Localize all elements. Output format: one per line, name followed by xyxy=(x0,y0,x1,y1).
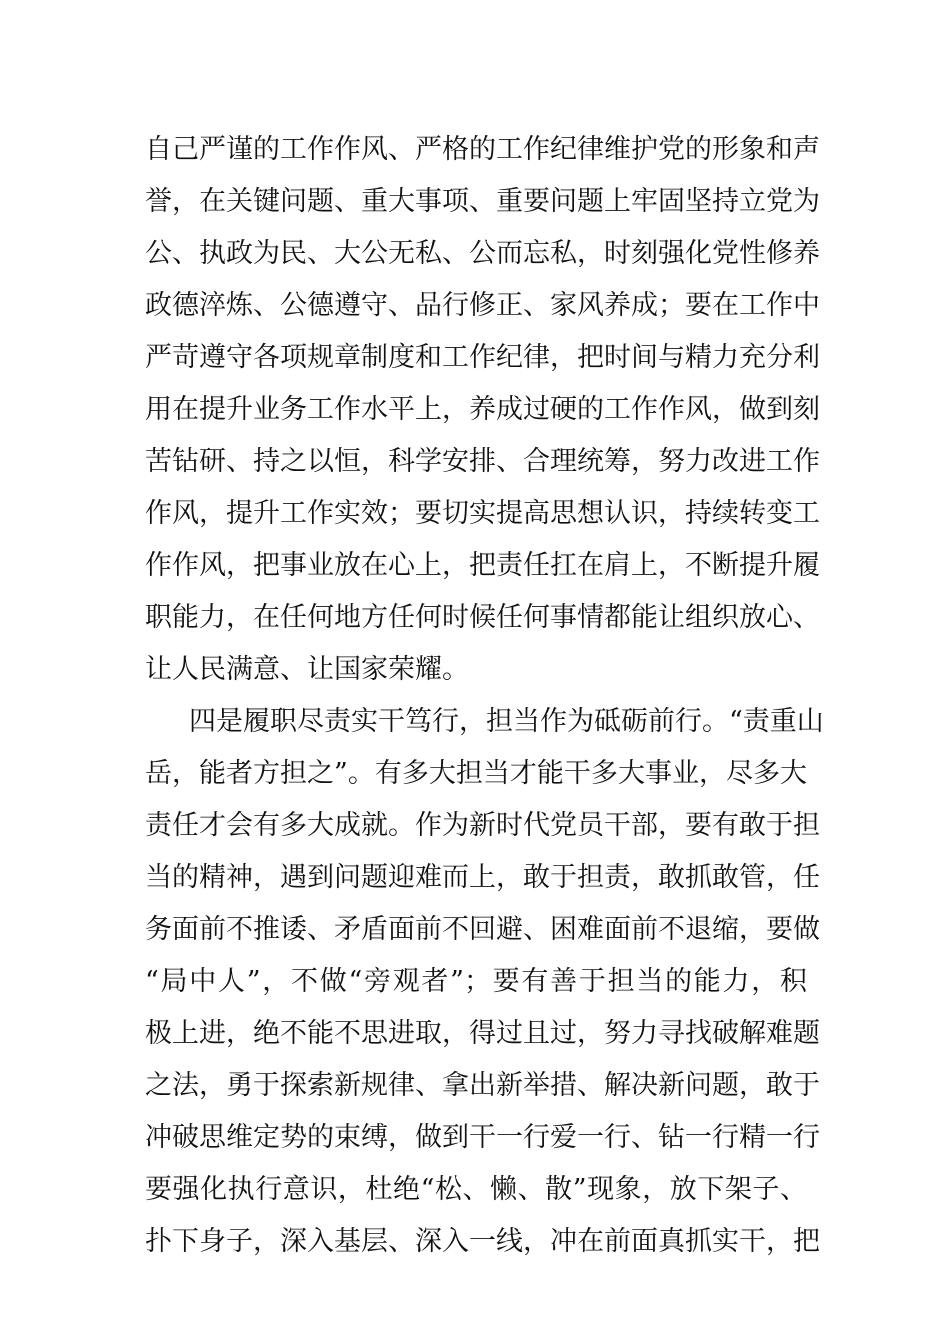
paragraph-1-line-7: 苦钻研、持之以恒，科学安排、合理统筹，努力改进工作 xyxy=(145,446,820,477)
paragraph-1-line-8: 作风，提升工作实效；要切实提高思想认识，持续转变工 xyxy=(145,498,820,529)
paragraph-1-line-5: 严苛遵守各项规章制度和工作纪律，把时间与精力充分利 xyxy=(145,342,820,373)
paragraph-2-line-9: 冲破思维定势的束缚，做到干一行爱一行、钻一行精一行 xyxy=(145,1122,820,1153)
paragraph-2-line-4: 当的精神，遇到问题迎难而上，敢于担责，敢抓敢管，任 xyxy=(145,862,820,893)
paragraph-2-line-3: 责任才会有多大成就。作为新时代党员干部，要有敢于担 xyxy=(145,810,820,841)
paragraph-2-line-6: “局中人”，不做“旁观者”；要有善于担当的能力，积 xyxy=(145,966,807,997)
paragraph-1-line-1: 自己严谨的工作作风、严格的工作纪律维护党的形象和声 xyxy=(145,134,820,165)
paragraph-2-line-11: 扑下身子，深入基层、深入一线，冲在前面真抓实干，把 xyxy=(145,1226,820,1257)
paragraph-2-line-1: 四是履职尽责实干笃行，担当作为砥砺前行。“责重山 xyxy=(189,706,824,737)
paragraph-1-line-3: 公、执政为民、大公无私、公而忘私，时刻强化党性修养 xyxy=(145,238,820,269)
paragraph-2-line-5: 务面前不推诿、矛盾面前不回避、困难面前不退缩，要做 xyxy=(145,914,820,945)
paragraph-2-line-10: 要强化执行意识，杜绝“松、懒、散”现象，放下架子、 xyxy=(145,1174,807,1205)
paragraph-1-line-11: 让人民满意、让国家荣耀。 xyxy=(145,654,469,685)
paragraph-1-line-9: 作作风，把事业放在心上，把责任扛在肩上，不断提升履 xyxy=(145,550,820,581)
paragraph-2-line-8: 之法，勇于探索新规律、拿出新举措、解决新问题，敢于 xyxy=(145,1070,820,1101)
paragraph-1-line-2: 誉，在关键问题、重大事项、重要问题上牢固坚持立党为 xyxy=(145,186,820,217)
paragraph-2-line-2: 岳，能者方担之”。有多大担当才能干多大事业，尽多大 xyxy=(145,758,807,789)
paragraph-1-line-4: 政德淬炼、公德遵守、品行修正、家风养成；要在工作中 xyxy=(145,290,820,321)
paragraph-1-line-10: 职能力，在任何地方任何时候任何事情都能让组织放心、 xyxy=(145,602,820,633)
paragraph-2-line-7: 极上进，绝不能不思进取，得过且过，努力寻找破解难题 xyxy=(145,1018,820,1049)
paragraph-1-line-6: 用在提升业务工作水平上，养成过硬的工作作风，做到刻 xyxy=(145,394,820,425)
